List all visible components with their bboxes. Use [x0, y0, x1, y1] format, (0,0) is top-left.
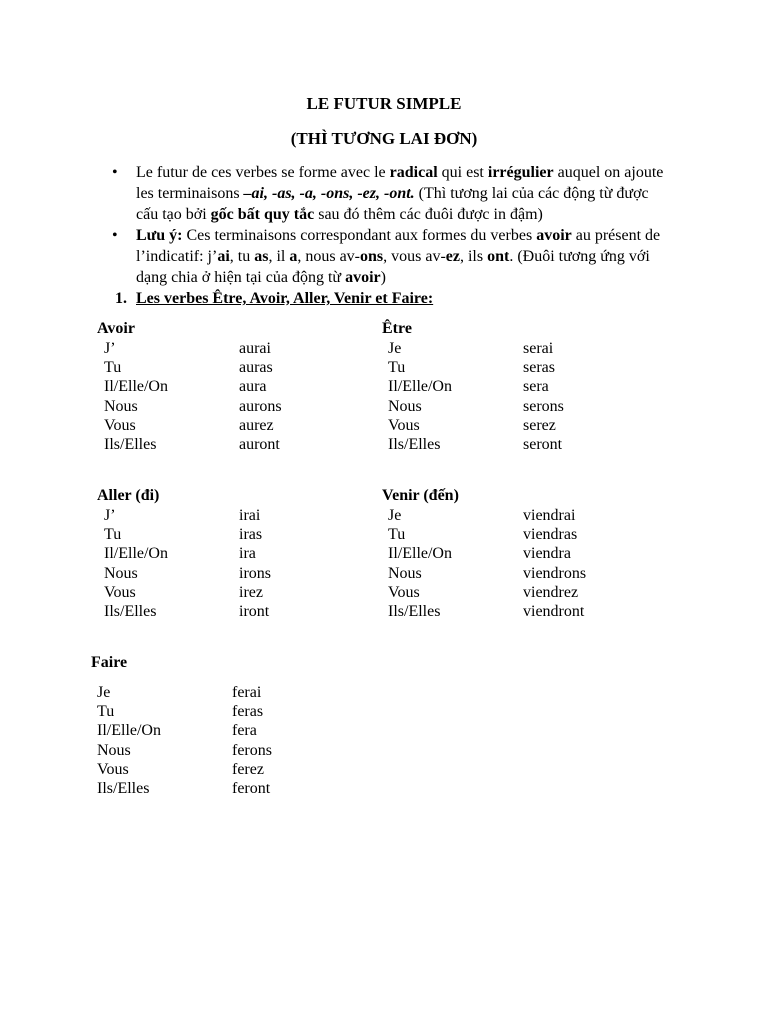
verb-form: serez	[523, 416, 556, 434]
verb-title: Venir (đến)	[382, 487, 459, 504]
verb-form: irai	[239, 507, 261, 524]
text: sau đó thêm các đuôi được in đậm)	[314, 206, 543, 223]
pronoun: Vous	[104, 583, 136, 601]
text: Le futur de ces verbes se forme avec le	[136, 164, 390, 181]
bold-text: ai	[217, 248, 230, 265]
pronoun: Ils/Elles	[388, 436, 441, 453]
bold-text: as	[254, 248, 269, 265]
text: l’indicatif: j’	[136, 248, 218, 265]
verb-form: aurai	[239, 340, 271, 357]
bullet1-line1	[136, 163, 663, 183]
verb-form: viendrons	[523, 564, 587, 582]
bullet2-line3	[136, 268, 386, 288]
verb-form: iras	[239, 526, 263, 544]
verb-form: aura	[239, 378, 267, 396]
verb-title: Faire	[91, 654, 128, 671]
pronoun: Ils/Elles	[97, 780, 150, 797]
text: , tu	[229, 248, 255, 265]
pronoun: Il/Elle/On	[104, 378, 168, 396]
verb-form: viendras	[523, 526, 578, 544]
bold-text: ont	[487, 248, 510, 265]
pronoun: J’	[104, 507, 116, 524]
bullet1-line3	[136, 205, 543, 225]
pronoun: Nous	[388, 564, 422, 582]
verb-form: feras	[232, 703, 264, 721]
bold-text: avoir	[536, 227, 572, 244]
verb-form: sera	[523, 378, 549, 396]
verb-form: irez	[239, 583, 263, 601]
verb-form: irons	[239, 564, 271, 582]
endings-text: –ai, -as, -a, -ons, -ez, -ont.	[243, 185, 415, 202]
pronoun: J’	[104, 340, 116, 357]
pronoun: Tu	[104, 526, 122, 544]
verb-form: ferons	[232, 741, 272, 759]
bold-text: ons	[360, 248, 384, 265]
pronoun: Nous	[104, 397, 138, 415]
verb-form: auront	[239, 436, 280, 453]
text: . (Đuôi tương ứng với	[509, 248, 650, 265]
bold-text: irrégulier	[487, 164, 554, 181]
pronoun: Tu	[388, 526, 406, 544]
pronoun: Il/Elle/On	[97, 722, 161, 740]
pronoun: Je	[388, 340, 402, 357]
verb-form: iront	[239, 603, 270, 620]
bold-text: gốc bất quy tắc	[210, 206, 315, 223]
pronoun: Vous	[388, 583, 420, 601]
text: au présent de	[571, 227, 661, 244]
verb-form: viendront	[523, 603, 585, 620]
verb-form: ferai	[232, 684, 262, 701]
verb-form: ira	[239, 545, 256, 563]
verb-form: aurez	[239, 416, 274, 434]
text: auquel on ajoute	[553, 164, 664, 181]
text: , nous av-	[297, 248, 360, 265]
pronoun: Tu	[104, 359, 122, 377]
text: )	[380, 269, 386, 286]
pronoun: Vous	[104, 416, 136, 434]
verb-form: feront	[232, 780, 271, 797]
verb-form: seras	[523, 359, 555, 377]
text: les terminaisons	[136, 185, 244, 202]
bold-text: a	[289, 248, 298, 265]
bullet2-line2	[136, 247, 650, 267]
bold-text: radical	[389, 164, 438, 181]
verb-form: ferez	[232, 760, 264, 778]
pronoun: Vous	[388, 416, 420, 434]
pronoun: Vous	[97, 760, 129, 778]
pronoun: Il/Elle/On	[388, 378, 452, 396]
pronoun: Ils/Elles	[104, 603, 157, 620]
pronoun: Tu	[97, 703, 115, 721]
text: Ces terminaisons correspondant aux formes du verbes	[182, 227, 537, 244]
pronoun: Tu	[388, 359, 406, 377]
text: cấu tạo bởi	[136, 206, 211, 223]
pronoun: Ils/Elles	[388, 603, 441, 620]
verb-form: serai	[523, 340, 554, 357]
bold-text: avoir	[345, 269, 381, 286]
verb-title: Être	[382, 320, 412, 337]
pronoun: Il/Elle/On	[388, 545, 452, 563]
verb-title: Aller (đi)	[97, 487, 160, 504]
verb-form: fera	[232, 722, 257, 740]
text: , il	[268, 248, 290, 265]
text: , vous av-	[383, 248, 446, 265]
bullet2-line1	[136, 226, 660, 246]
page-subtitle: (THÌ TƯƠNG LAI ĐƠN)	[290, 129, 478, 148]
verb-form: seront	[523, 436, 563, 453]
verb-form: viendra	[523, 545, 571, 563]
verb-form: serons	[523, 397, 564, 415]
section-number: 1.	[115, 290, 127, 307]
pronoun: Nous	[104, 564, 138, 582]
bullet-dot: •	[112, 164, 118, 181]
verb-form: viendrez	[523, 583, 579, 601]
note-label: Lưu ý:	[136, 227, 183, 244]
text: dạng chia ở hiện tại của động từ	[136, 269, 346, 286]
verb-form: auras	[239, 359, 273, 377]
verb-form: aurons	[239, 397, 282, 415]
text: (Thì tương lai của các động từ được	[414, 185, 649, 202]
verb-title: Avoir	[97, 320, 135, 337]
section-title: Les verbes Être, Avoir, Aller, Venir et Faire:	[136, 290, 434, 307]
bold-text: ez	[445, 248, 460, 265]
text: , ils	[459, 248, 488, 265]
page-title: LE FUTUR SIMPLE	[306, 94, 462, 113]
pronoun: Il/Elle/On	[104, 545, 168, 563]
pronoun: Nous	[388, 397, 422, 415]
pronoun: Nous	[97, 741, 131, 759]
pronoun: Je	[97, 684, 111, 701]
pronoun: Je	[388, 507, 402, 524]
bullet-dot: •	[112, 227, 118, 244]
text: qui est	[437, 164, 488, 181]
verb-form: viendrai	[523, 507, 576, 524]
bullet1-line2	[136, 184, 649, 204]
pronoun: Ils/Elles	[104, 436, 157, 453]
